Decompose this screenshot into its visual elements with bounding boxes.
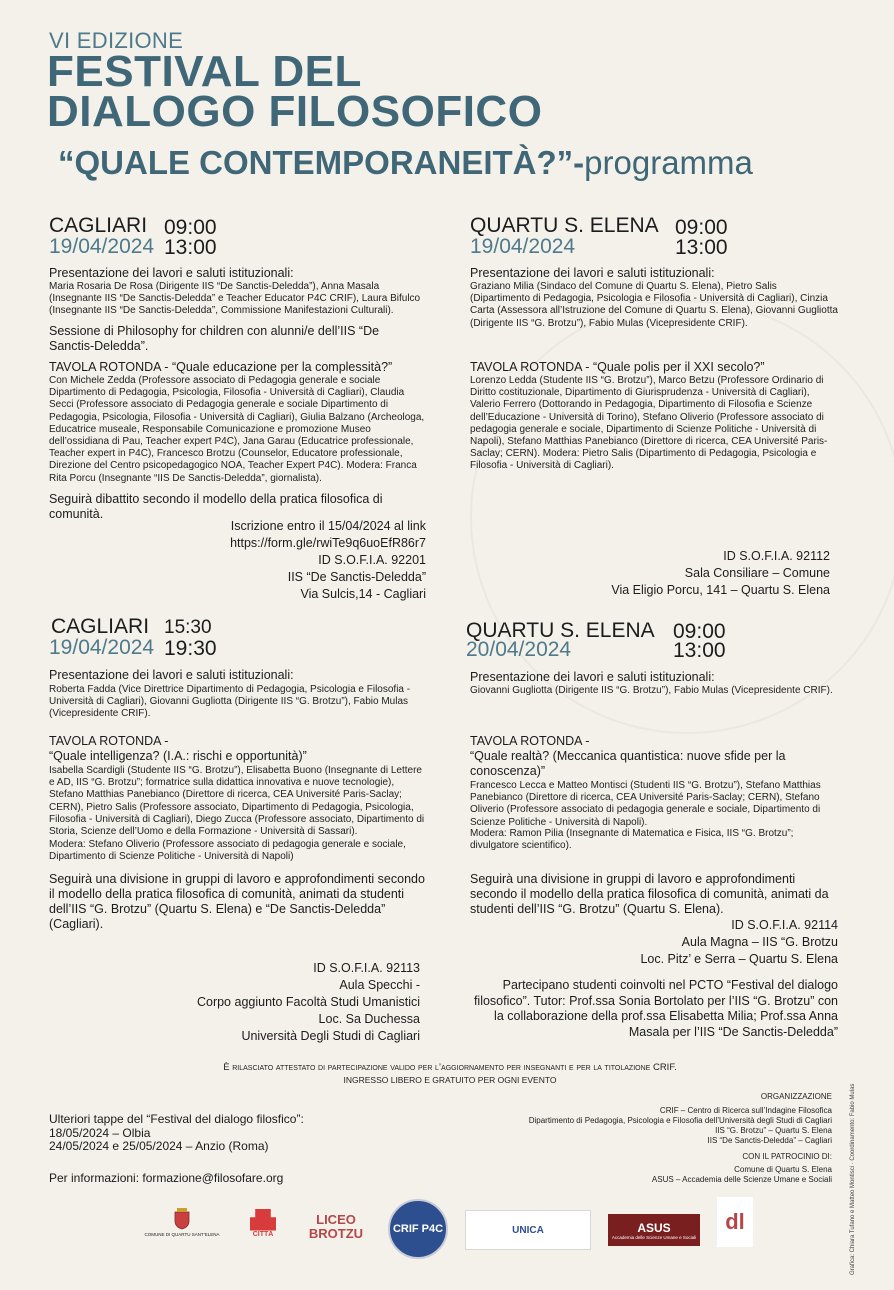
block2-round-body: Lorenzo Ledda (Studente IIS “G. Brotzu”), Marco Betzu (Professore Ordinario di Diritto costituzionale, Dipartimento di Giurisprudenza - Università di Cagliari), Valerio Ferrero (Dottorando in Pedagogia, Dipartimento di Filosofia e Scienze dell’Educazione - Università di Torino), Stefano Oliverio (Professore associato di pedagogia generale e sociale, Dipartimento di Scienze Politiche - Università di Napoli), Stefano Matthias Panebianco (Direttore di ricerca, CEA Université Paris-Saclay; CERN). Modera: Pietro Salis (Dipartimento di Pedagogia, Psicologia e Filosofia - Università di Cagliari). <box>470 375 828 472</box>
block4-closing: Seguirà una divisione in gruppi di lavoro e approfondimenti secondo il modello della pratica filosofica di comunità, animati da studenti dell’IIS “G. Brotzu” (Quartu S. Elena). <box>470 872 829 916</box>
block2-time-start: 09:00 <box>675 216 728 239</box>
block3-loc-line: Aula Specchi - <box>339 978 420 992</box>
unica-logo: UNICA <box>465 1210 591 1250</box>
block1-closing: Seguirà dibattito secondo il modello della pratica filosofica di comunità. <box>49 492 383 521</box>
block1-loc-line: Via Sulcis,14 - Cagliari <box>300 587 426 601</box>
block1-time-end: 13:00 <box>164 236 217 259</box>
festival-subtitle <box>58 144 753 182</box>
block3-round-title: “Quale intelligenza? (I.A.: rischi e opportunità)” <box>49 749 307 763</box>
patrocinio-line: Comune di Quartu S. Elena <box>734 1165 832 1174</box>
block3-location <box>150 960 420 1045</box>
block1-location <box>140 518 426 603</box>
registration-link[interactable]: https://form.gle/rwiTe9q6uoEfR86r7 <box>230 536 426 550</box>
block2-time-end: 13:00 <box>675 236 728 259</box>
block4-round-head: TAVOLA ROTONDA - <box>470 734 590 748</box>
block2-intro-body: Graziano Milia (Sindaco del Comune di Quartu S. Elena), Pietro Salis (Dipartimento di Pedagogia, Psicologia e Filosofia - Università di Cagliari), Cinzia Carta (Assessora all’Istruzione del Comune di Quartu S. Elena), Giovanni Gugliotta (Dirigente IIS “G. Brotzu”), Fabio Mulas (Vicepresidente CRIF). <box>470 281 838 329</box>
liceo-brotzu-logo: LICEO BROTZU <box>308 1212 364 1241</box>
block4-loc-line: Loc. Pitz’ e Serra – Quartu S. Elena <box>640 952 838 966</box>
block4-pcto: Partecipano studenti coinvolti nel PCTO “Festival del dialogo filosofico”. Tutor: Prof.ssa Sonia Bortolato per l’IIS “G. Brotzu” con la collaborazione della prof.ssa Elisabetta Milia; Prof.ssa Anna Masala per l’IIS “De Sanctis-Deledda” <box>473 978 838 1039</box>
block3-intro-head: Presentazione dei lavori e saluti istituzionali: <box>49 668 294 682</box>
ingresso-note: INGRESSO LIBERO E GRATUITO PER OGNI EVENTO <box>343 1075 557 1085</box>
block2-city: QUARTU S. ELENA <box>470 214 659 237</box>
title-line-1: FESTIVAL DEL <box>47 47 362 96</box>
block4-loc-line: ID S.O.F.I.A. 92114 <box>731 918 838 932</box>
city-icon <box>250 1209 276 1231</box>
block2-loc-line: Sala Consiliare – Comune <box>684 566 830 580</box>
block4-location <box>560 917 838 968</box>
block1-intro-body: Maria Rosaria De Rosa (Dirigente IIS “De Sanctis-Deledda”), Anna Masala (Insegnante IIS “De Sanctis-Deledda” e Teacher Educator P4C CRIF), Laura Bifulco (Insegnante IIS “De Sanctis-Deledda”, Commissione Manifestazioni Culturali). <box>49 281 421 317</box>
block1-loc-line: ID S.O.F.I.A. 92201 <box>318 553 426 567</box>
block1-date: 19/04/2024 <box>49 235 155 258</box>
block4-moderator: Modera: Ramon Pilia (Insegnante di Matematica e Fisica, IIS “G. Brotzu”; divulgatore scientifico). <box>470 828 794 852</box>
citta-logo <box>244 1203 282 1243</box>
block3-intro-body: Roberta Fadda (Vice Direttrice Dipartimento di Pedagogia, Psicologia e Filosofia - Università di Cagliari), Giovanni Gugliotta (Dirigente IIS “G. Brotzu”), Fabio Mulas (Vicepresidente CRIF). <box>49 684 411 720</box>
block1-intro-head: Presentazione dei lavori e saluti istituzionali: <box>49 266 294 280</box>
patrocinio-heading: CON IL PATROCINIO DI: <box>742 1152 832 1161</box>
other-date-item: 18/05/2024 – Olbia <box>49 1125 151 1140</box>
block3-loc-line: ID S.O.F.I.A. 92113 <box>313 961 420 975</box>
block1-session: Sessione di Philosophy for children con alunni/e dell’IIS “De Sanctis-Deledda”. <box>49 324 380 353</box>
block3-date: 19/04/2024 <box>49 636 155 659</box>
block3-moderator: Modera: Stefano Oliverio (Professore associato di pedagogia generale e sociale, Dipartimento di Scienze Politiche - Università di Napoli) <box>49 839 406 863</box>
info-email[interactable]: Per informazioni: formazione@filosofare.org <box>49 1171 284 1185</box>
block4-intro-head: Presentazione dei lavori e saluti istituzionali: <box>470 670 715 684</box>
org-line: IIS “G. Brotzu” – Quartu S. Elena <box>715 1126 832 1135</box>
block3-time-start: 15:30 <box>164 617 212 638</box>
organization-block <box>400 1092 832 1185</box>
block4-loc-line: Aula Magna – IIS “G. Brotzu <box>681 935 838 949</box>
block3-loc-line: Corpo aggiunto Facoltà Studi Umanistici <box>196 995 420 1009</box>
block2-date: 19/04/2024 <box>470 235 576 258</box>
coat-of-arms-icon <box>174 1208 190 1230</box>
festival-title <box>47 47 543 136</box>
block3-time-end: 19:30 <box>164 637 217 660</box>
edition-label: VI EDIZIONE <box>49 28 184 53</box>
block4-time-end: 13:00 <box>673 639 726 662</box>
block1-round-body: Con Michele Zedda (Professore associato di Pedagogia generale e sociale Dipartimento di Pedagogia, Psicologia, Filosofia - Università di Cagliari), Claudia Secci (Professore associato di Pedagogia generale e sociale Dipartimento di Pedagogia, Psicologia, Filosofia - Università di Cagliari), Giulia Balzano (Archeologa, Educatrice museale, Responsabile Comunicazione e promozione Museo dell’ossidiana di Pau, Teacher expert P4C), Jana Garau (Educatrice professionale, Teacher expert in P4C), Francesco Brotzu (Counselor, Educatore professionale, Direzione del Centro psicopedagogico NOA, Teacher Expert P4C). Modera: Franca Rita Porcu (Insegnante “IIS De Sanctis-Deledda”, giornalista). <box>49 375 425 484</box>
block3-closing: Seguirà una divisione in gruppi di lavoro e approfondimenti secondo il modello della pratica filosofica di comunità, animati da studenti dell’IIS “G. Brotzu” (Quartu S. Elena) e “De Sanctis-Deledda” (Cagliari). <box>49 872 425 931</box>
block1-time-start: 09:00 <box>164 216 217 239</box>
block1-loc-line: Iscrizione entro il 15/04/2024 al link <box>230 519 426 533</box>
block4-round-body: Francesco Lecca e Matteo Montisci (Studenti IIS “G. Brotzu”), Stefano Matthias Panebianco (Direttore di ricerca, CEA Université Paris-Saclay; CERN), Stefano Oliverio (Professore associato di pedagogia generale e sociale, Dipartimento di Scienze Politiche - Università di Napoli). <box>470 780 821 828</box>
patrocinio-line: ASUS – Accademia delle Scienze Umane e Sociali <box>651 1175 832 1184</box>
asus-logo-subtext: Accademia delle Scienze Umane e Sociali <box>611 1234 697 1240</box>
block2-round-head: TAVOLA ROTONDA - “Quale polis per il XXI secolo?” <box>470 360 765 374</box>
org-heading: ORGANIZZAZIONE <box>760 1092 832 1101</box>
attestato-note: È rilasciato attestato di partecipazione valido per l’aggiornamento per insegnanti e per la titolazione CRIF. <box>223 1062 677 1073</box>
block4-city: QUARTU S. ELENA <box>466 619 655 642</box>
block4-round-title: “Quale realtà? (Meccanica quantistica: nuove sfide per la conoscenza)” <box>470 749 786 778</box>
other-dates-heading: Ulteriori tappe del “Festival del dialogo filosfico”: <box>49 1112 304 1126</box>
block3-loc-line: Università Degli Studi di Cagliari <box>241 1029 420 1043</box>
asus-logo-text: ASUS <box>637 1220 671 1235</box>
comune-logo <box>144 1200 220 1244</box>
block1-round-head: TAVOLA ROTONDA - “Quale educazione per la complessità?” <box>49 360 393 374</box>
credits-text: Grafica: Chiara Tufano e Matteo Montisci · Coordinamento: Fabio Mulas <box>850 1083 856 1275</box>
block2-loc-line: ID S.O.F.I.A. 92112 <box>723 549 830 563</box>
other-date-item: 24/05/2024 e 25/05/2024 – Anzio (Roma) <box>49 1139 269 1153</box>
block4-date: 20/04/2024 <box>466 638 572 661</box>
block1-loc-line: IIS “De Sanctis-Deledda” <box>287 570 426 584</box>
block3-round-head: TAVOLA ROTONDA - <box>49 734 169 748</box>
asus-logo <box>608 1214 700 1246</box>
block3-loc-line: Loc. Sa Duchessa <box>318 1012 420 1026</box>
block4-intro-body: Giovanni Gugliotta (Dirigente IIS “G. Brotzu”), Fabio Mulas (Vicepresidente CRIF). <box>470 685 833 696</box>
other-dates <box>49 1113 304 1154</box>
subtitle-suffix: programma <box>584 144 753 181</box>
org-line: IIS “De Sanctis-Deledda” – Cagliari <box>707 1136 832 1145</box>
org-line: Dipartimento di Pedagogia, Psicologia e Filosofia dell’Università degli Studi di Cagliari <box>528 1116 832 1125</box>
org-line: CRIF – Centro di Ricerca sull’Indagine Filosofica <box>659 1106 832 1115</box>
block3-round-body: Isabella Scardigli (Studente IIS “G. Brotzu”), Elisabetta Buono (Insegnante di Lettere e AD, IIS “G. Brotzu”; formatrice sulla didattica innovativa e nuove tecnologie), Stefano Matthias Panebianco (Direttore di ricerca, CEA Université Paris-Saclay; CERN), Pietro Salis (Professore associato, Dipartimento di Pedagogia, Psicologia, Filosofia - Università di Cagliari), Diego Zucca (Professore associato, Dipartimento di Storia, Scienze dell’Uomo e della Formazione - Università di Sassari). <box>49 765 425 838</box>
block3-city: CAGLIARI <box>51 615 150 638</box>
block2-loc-line: Via Eligio Porcu, 141 – Quartu S. Elena <box>611 583 830 597</box>
dl-logo: dl <box>717 1197 753 1247</box>
subtitle-text: “QUALE CONTEMPORANEITÀ?”- <box>58 144 585 181</box>
block2-location <box>540 548 830 599</box>
block4-time-start: 09:00 <box>673 620 726 643</box>
citta-logo-text: CITTÀ <box>252 1230 274 1238</box>
crif-logo: CRIF P4C <box>388 1199 448 1259</box>
block2-intro-head: Presentazione dei lavori e saluti istituzionali: <box>470 266 715 280</box>
block1-city: CAGLIARI <box>49 214 148 237</box>
title-line-2: DIALOGO FILOSOFICO <box>47 87 543 136</box>
credits <box>850 1083 880 1275</box>
comune-logo-text: COMUNE DI QUARTU SANT’ELENA <box>144 1231 220 1237</box>
